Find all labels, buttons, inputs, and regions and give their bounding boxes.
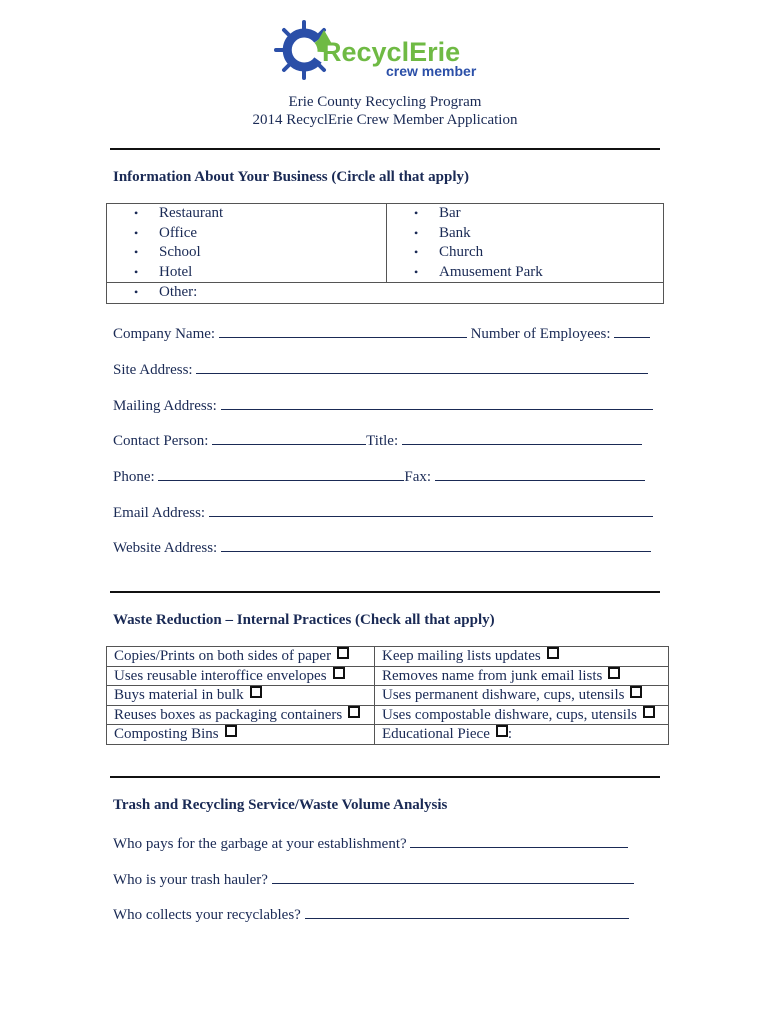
- trash-section-title: Trash and Recycling Service/Waste Volume Analysis: [113, 797, 448, 813]
- practice-label: Copies/Prints on both sides of paper: [114, 648, 332, 664]
- garbage-payer-field[interactable]: [410, 833, 628, 848]
- bullet-icon: •: [134, 285, 139, 299]
- trash-hauler-field[interactable]: [272, 869, 634, 884]
- site-address-field[interactable]: [196, 359, 648, 374]
- bullet-icon: •: [414, 245, 419, 259]
- practice-permanent-dishware[interactable]: [375, 686, 669, 706]
- fax-field[interactable]: [435, 466, 645, 481]
- garbage-payer-row: [113, 833, 628, 853]
- divider: [110, 591, 660, 593]
- option-label: Office: [159, 224, 198, 241]
- option-church[interactable]: [387, 243, 663, 263]
- practice-mailing-lists[interactable]: [375, 647, 669, 667]
- practice-label: Composting Bins: [114, 726, 219, 742]
- option-restaurant[interactable]: [107, 204, 386, 224]
- email-label: Email Address:: [113, 505, 206, 521]
- business-other-row: [107, 283, 664, 304]
- practice-bulk[interactable]: [107, 686, 375, 706]
- practice-junk-email[interactable]: [375, 666, 669, 686]
- option-label: Bar: [439, 205, 461, 221]
- option-bank[interactable]: [387, 224, 663, 244]
- checkbox-icon[interactable]: [337, 647, 349, 659]
- business-section-title: Information About Your Business (Circle all that apply): [113, 169, 470, 185]
- title-label: Title:: [366, 433, 399, 449]
- bullet-icon: •: [134, 245, 139, 259]
- option-label: Restaurant: [159, 205, 224, 221]
- garbage-payer-label: Who pays for the garbage at your establishment?: [113, 836, 407, 852]
- bullet-icon: •: [134, 206, 139, 220]
- option-amusement-park[interactable]: [387, 263, 663, 283]
- checkbox-icon[interactable]: [348, 706, 360, 718]
- option-label: Hotel: [159, 263, 193, 280]
- checkbox-icon[interactable]: [630, 686, 642, 698]
- phone-field[interactable]: [158, 466, 404, 481]
- divider: [110, 148, 660, 150]
- practice-educational[interactable]: [375, 725, 669, 745]
- business-right-column: [387, 204, 664, 283]
- option-hotel[interactable]: [107, 263, 386, 283]
- trash-hauler-row: [113, 869, 634, 889]
- practice-label: Reuses boxes as packaging containers: [114, 706, 343, 723]
- option-office[interactable]: [107, 224, 386, 244]
- checkbox-icon[interactable]: [643, 706, 655, 718]
- waste-practices-table: [106, 646, 669, 745]
- site-address-label: Site Address:: [113, 362, 193, 378]
- contact-person-label: Contact Person:: [113, 433, 209, 449]
- checkbox-icon[interactable]: [608, 667, 620, 679]
- practice-label: Buys material in bulk: [114, 687, 244, 703]
- company-name-row: [113, 323, 650, 343]
- practice-label: Keep mailing lists updates: [382, 648, 541, 664]
- option-label: Church: [439, 244, 484, 260]
- phone-row: [113, 466, 645, 486]
- bullet-icon: •: [414, 206, 419, 220]
- bullet-icon: •: [414, 264, 419, 279]
- practice-label: Educational Piece: [382, 726, 490, 742]
- option-bar[interactable]: [387, 204, 663, 224]
- bullet-icon: •: [414, 225, 419, 240]
- logo-tagline-text: crew member: [386, 63, 477, 79]
- checkbox-icon[interactable]: [225, 725, 237, 737]
- company-name-field[interactable]: [219, 323, 467, 338]
- checkbox-icon[interactable]: [333, 667, 345, 679]
- divider: [110, 776, 660, 778]
- practice-reusable-envelopes[interactable]: [107, 666, 375, 686]
- website-field[interactable]: [221, 537, 651, 552]
- option-label: Amusement Park: [439, 263, 543, 280]
- mailing-address-label: Mailing Address:: [113, 398, 217, 414]
- recyclables-collector-row: [113, 904, 629, 924]
- contact-person-row: [113, 430, 642, 450]
- practice-label: Removes name from junk email lists: [382, 667, 603, 684]
- option-other[interactable]: [107, 283, 663, 303]
- employees-field[interactable]: [614, 323, 650, 338]
- trash-hauler-label: Who is your trash hauler?: [113, 872, 268, 888]
- recyclables-collector-field[interactable]: [305, 904, 629, 919]
- mailing-address-row: [113, 395, 653, 415]
- waste-section-title: Waste Reduction – Internal Practices (Check all that apply): [113, 612, 495, 628]
- practice-label: Uses reusable interoffice envelopes: [114, 667, 327, 684]
- practice-label: Uses compostable dishware, cups, utensils: [382, 706, 637, 723]
- option-label: Other:: [159, 284, 198, 300]
- website-label: Website Address:: [113, 540, 218, 556]
- mailing-address-field[interactable]: [221, 395, 653, 410]
- bullet-icon: •: [134, 225, 139, 240]
- checkbox-icon[interactable]: [547, 647, 559, 659]
- option-label: Bank: [439, 224, 471, 241]
- practice-reuse-boxes[interactable]: [107, 705, 375, 725]
- colon: :: [507, 726, 513, 742]
- practice-double-sided[interactable]: [107, 647, 375, 667]
- application-title: 2014 RecyclErie Crew Member Application: [252, 112, 518, 128]
- site-address-row: [113, 359, 648, 379]
- website-row: [113, 537, 651, 557]
- practice-compostable-dishware[interactable]: [375, 705, 669, 725]
- bullet-icon: •: [134, 264, 139, 279]
- contact-person-field[interactable]: [212, 430, 366, 445]
- recyclerie-logo: [274, 18, 494, 88]
- recycle-gear-icon: [274, 18, 494, 88]
- business-type-table: [106, 203, 664, 304]
- email-field[interactable]: [209, 502, 653, 517]
- business-left-column: [107, 204, 387, 283]
- fax-label: Fax:: [404, 469, 432, 485]
- company-name-label: Company Name:: [113, 326, 216, 342]
- title-field[interactable]: [402, 430, 642, 445]
- checkbox-icon[interactable]: [496, 725, 508, 737]
- option-label: School: [159, 244, 201, 260]
- employees-label: Number of Employees:: [470, 326, 611, 342]
- checkbox-icon[interactable]: [250, 686, 262, 698]
- option-school[interactable]: [107, 243, 386, 263]
- program-title: Erie County Recycling Program: [288, 94, 482, 110]
- logo-brand-text: RecyclErie: [322, 37, 461, 67]
- practice-composting[interactable]: [107, 725, 375, 745]
- practice-label: Uses permanent dishware, cups, utensils: [382, 687, 625, 703]
- phone-label: Phone:: [113, 469, 155, 485]
- recyclables-collector-label: Who collects your recyclables?: [113, 907, 301, 923]
- email-row: [113, 502, 653, 522]
